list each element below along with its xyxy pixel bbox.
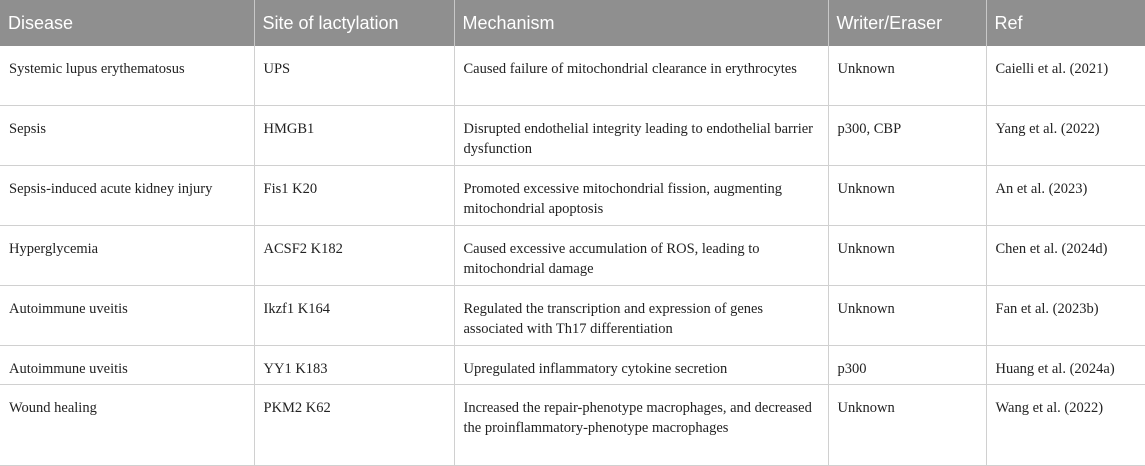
cell-ref: Yang et al. (2022) bbox=[986, 106, 1145, 166]
table-row bbox=[0, 286, 1145, 346]
cell-disease: Sepsis bbox=[0, 106, 254, 166]
cell-disease: Hyperglycemia bbox=[0, 226, 254, 286]
cell-disease: Autoimmune uveitis bbox=[0, 346, 254, 385]
table-row bbox=[0, 166, 1145, 226]
cell-ref: Wang et al. (2022) bbox=[986, 385, 1145, 466]
header-mechanism: Mechanism bbox=[454, 0, 828, 46]
cell-site: UPS bbox=[254, 46, 454, 106]
cell-site: HMGB1 bbox=[254, 106, 454, 166]
cell-writer: Unknown bbox=[828, 226, 986, 286]
table-row bbox=[0, 46, 1145, 106]
table-row bbox=[0, 385, 1145, 466]
table-row bbox=[0, 346, 1145, 385]
cell-writer: Unknown bbox=[828, 46, 986, 106]
cell-writer: Unknown bbox=[828, 286, 986, 346]
header-site: Site of lactylation bbox=[254, 0, 454, 46]
cell-mechanism: Caused excessive accumulation of ROS, leading to mitochondrial damage bbox=[454, 226, 828, 286]
cell-ref: Fan et al. (2023b) bbox=[986, 286, 1145, 346]
cell-site: Ikzf1 K164 bbox=[254, 286, 454, 346]
cell-ref: Chen et al. (2024d) bbox=[986, 226, 1145, 286]
cell-disease: Systemic lupus erythematosus bbox=[0, 46, 254, 106]
cell-mechanism: Regulated the transcription and expression of genes associated with Th17 differentiation bbox=[454, 286, 828, 346]
cell-mechanism: Promoted excessive mitochondrial fission, augmenting mitochondrial apoptosis bbox=[454, 166, 828, 226]
cell-ref: Caielli et al. (2021) bbox=[986, 46, 1145, 106]
cell-mechanism: Caused failure of mitochondrial clearance in erythrocytes bbox=[454, 46, 828, 106]
cell-disease: Autoimmune uveitis bbox=[0, 286, 254, 346]
cell-writer: Unknown bbox=[828, 385, 986, 466]
cell-mechanism: Upregulated inflammatory cytokine secretion bbox=[454, 346, 828, 385]
cell-site: Fis1 K20 bbox=[254, 166, 454, 226]
cell-writer: Unknown bbox=[828, 166, 986, 226]
table-row bbox=[0, 226, 1145, 286]
cell-ref: Huang et al. (2024a) bbox=[986, 346, 1145, 385]
header-disease: Disease bbox=[0, 0, 254, 46]
cell-site: PKM2 K62 bbox=[254, 385, 454, 466]
header-row bbox=[0, 0, 1145, 46]
cell-writer: p300 bbox=[828, 346, 986, 385]
cell-writer: p300, CBP bbox=[828, 106, 986, 166]
header-ref: Ref bbox=[986, 0, 1145, 46]
table-row bbox=[0, 106, 1145, 166]
cell-ref: An et al. (2023) bbox=[986, 166, 1145, 226]
cell-mechanism: Increased the repair-phenotype macrophages, and decreased the proinflammatory-phenotype macrophages bbox=[454, 385, 828, 466]
cell-mechanism: Disrupted endothelial integrity leading to endothelial barrier dysfunction bbox=[454, 106, 828, 166]
cell-disease: Sepsis-induced acute kidney injury bbox=[0, 166, 254, 226]
header-writer-eraser: Writer/Eraser bbox=[828, 0, 986, 46]
cell-disease: Wound healing bbox=[0, 385, 254, 466]
cell-site: ACSF2 K182 bbox=[254, 226, 454, 286]
cell-site: YY1 K183 bbox=[254, 346, 454, 385]
